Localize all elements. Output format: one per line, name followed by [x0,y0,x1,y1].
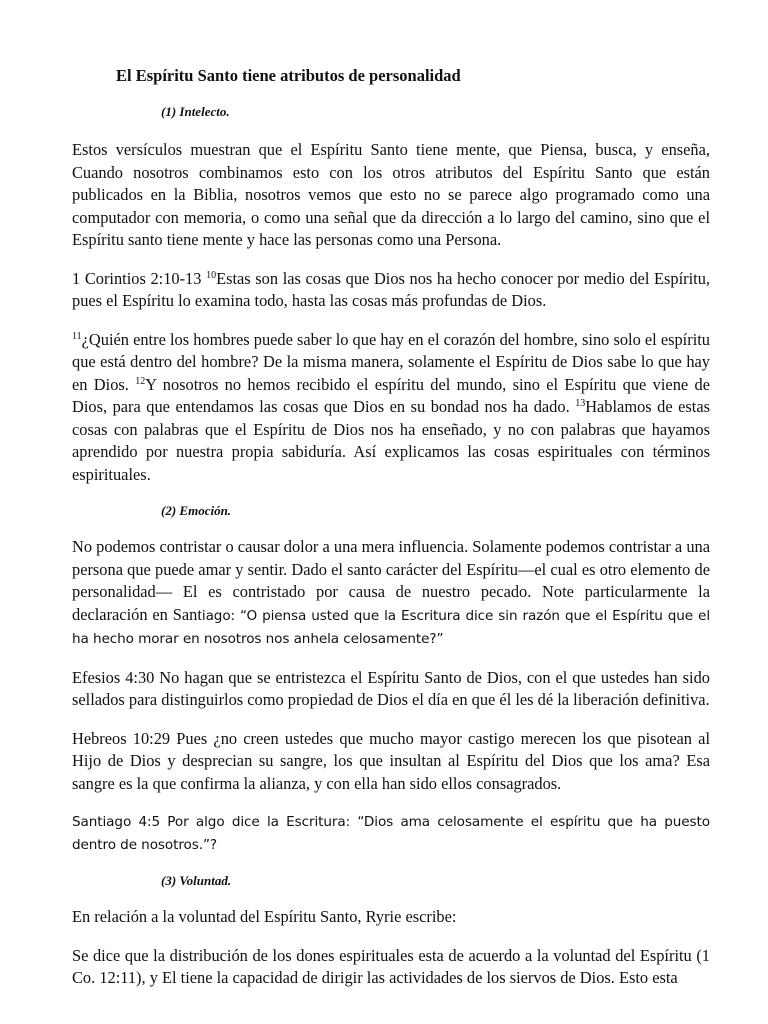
section-heading-voluntad: (3) Voluntad. [161,873,232,888]
paragraph-emocion [72,536,710,651]
quoted-text: iago: “O piensa usted que la Escritura dice sin razón que el Espíritu que el ha hecho morar en nosotros nos anhela celosamente?” [72,607,710,647]
verse-text: ¿Quién entre los hombres puede saber lo que hay en el corazón del hombre, sino solo el espíritu que está dentro del hombre? De la misma manera, solamente el Espíritu de Dios sabe lo que hay en Dios. [72,329,710,394]
verse-number: 11 [72,330,82,342]
paragraph-intelecto: Estos versículos muestran que el Espíritu Santo tiene mente, que Piensa, busca, y enseña, Cuando nosotros combinamos esto con los otros atributos del Espíritu Santo que están publicados en la Biblia, nosotros vemos que esto no se parece algo programado como una computador con memoria, o como una señal que da dirección a lo largo del camino, sino que el Espíritu santo tiene mente y hace las personas como una Persona. [72,140,710,249]
paragraph-hebreos: Hebreos 10:29 Pues ¿no creen ustedes que mucho mayor castigo merecen los que pisotean al Hijo de Dios y desprecian su sangre, los que insultan al Espíritu del Dios que los ama? Esa sangre es la que confirma la alianza, y con ella han sido ellos consagrados. [72,728,710,793]
verse-number: 13 [575,398,586,409]
paragraph-verses-11-13 [72,329,710,487]
paragraph-voluntad-intro: En relación a la voluntad del Espíritu Santo, Ryrie escribe: [72,907,457,926]
paragraph-efesios: Efesios 4:30 No hagan que se entristezca el Espíritu Santo de Dios, con el que ustedes han sido sellados para distinguirlos como propiedad de Dios el día en que él les dé la liberación definitiva. [72,667,710,709]
paragraph-1-corintios [72,268,710,313]
paragraph-voluntad: Se dice que la distribución de los dones espirituales esta de acuerdo a la voluntad del Espíritu (1 Co. 12:11), y El tiene la capacidad de dirigir las actividades de los siervos de Dios. Esto esta [72,945,710,987]
verse-number: 10 [206,269,217,281]
verse-text: Estas son las cosas que Dios nos ha hecho conocer por medio del Espíritu, pues el Espíritu lo examina todo, hasta las cosas más profundas de Dios. [72,268,710,310]
paragraph-text: No podemos contristar o causar dolor a una mera influencia. Solamente podemos contristar a una persona que puede amar y sentir. Dado el santo carácter del Espíritu—el cual es otro elemento de personalidad— El es contristado por causa de nuestro pecado. Note particularmente la declaración en Sant [72,537,710,624]
verse-number: 12 [135,375,146,387]
verse-text: Y nosotros no hemos recibido el espíritu del mundo, sino el Espíritu que viene de Dios, para que entendamos las cosas que Dios en su bondad nos ha dado. [72,374,710,416]
paragraph-santiago: Santiago 4:5 Por algo dice la Escritura: “Dios ama celosamente el espíritu que ha puesto dentro de nosotros.”? [72,814,710,853]
section-heading-emocion: (2) Emoción. [161,503,232,518]
verse-text: Hablamos de estas cosas con palabras que el Espíritu de Dios nos ha enseñado, y no con palabras que hayamos aprendido por nuestra propia sabiduría. Así explicamos las cosas espirituales con términos espirituales. [72,397,710,484]
document-title: El Espíritu Santo tiene atributos de personalidad [116,66,461,85]
scripture-reference: 1 Corintios 2:10-13 [72,268,207,288]
section-heading-intelecto: (1) Intelecto. [161,104,230,119]
